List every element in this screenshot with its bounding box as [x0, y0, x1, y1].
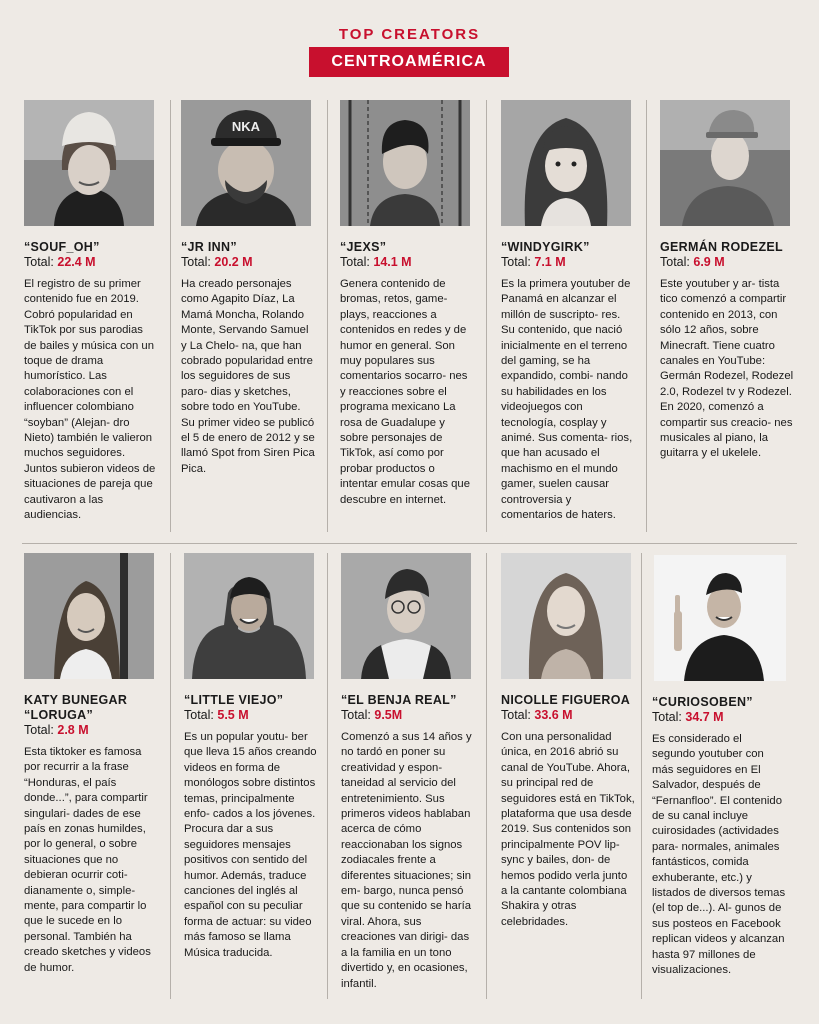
photo-el-benja-real	[341, 553, 471, 679]
total-label: Total:	[501, 708, 531, 722]
creator-bio: Es la primera youtuber de Panamá en alcanzar el millón de suscripto- res. Su contenido, que nació inicialmente en el terreno del gaming, se ha expandido, combi- nando su habilidades en los videojuegos con tecnología, cosplay y animé. Sus comenta- rios, que han acusado el machismo en el mundo gamer, suelen causar controversia y comentarios de haters.	[501, 278, 633, 522]
photo-katy-bunegar	[24, 553, 154, 679]
column-divider	[327, 100, 328, 532]
creator-bio: Este youtuber y ar- tista tico comenzó a compartir contenido en 2013, con sólo 12 años, sobre Minecraft. Tiene cuatro canales en YouTube: Germán Rodezel, Rodezel 2.0, Rodezel tv y Rodezel. En 2020, comenzó a compartir sus creacio- nes musicales al piano, la guitarra y el ukelele.	[660, 278, 794, 460]
creator-card	[341, 553, 475, 992]
total-value: 9.5M	[374, 708, 403, 722]
total-label: Total:	[24, 255, 54, 269]
creator-total	[181, 255, 315, 270]
creator-name: GERMÁN RODEZEL	[660, 240, 783, 254]
total-value: 14.1 M	[373, 255, 412, 269]
creator-total	[24, 723, 158, 738]
section-kicker: TOP CREATORS	[338, 26, 481, 43]
total-value: 2.8 M	[57, 723, 89, 737]
creator-bio: Con una personalidad única, en 2016 abrió su canal de YouTube. Ahora, su principal red de seguidores está en TikTok, plataforma que usa desde 2019. Sus contenidos son principalmente POV lip-sync y bailes, don- de hemos podido verla junto a la cantante colombiana Shakira y otras celebridades.	[501, 731, 635, 928]
creator-bio: El registro de su primer contenido fue en 2019. Cobró popularidad en TikTok por sus parodias de bailes y música con un toque de drama humorístico. Las colaboraciones con el influencer colombiano “soyban” (Alejan- dro Nieto) también le valieron muchos seguidores. Juntos subieron videos de situaciones de pareja que cautivaron a las audiencias.	[24, 278, 156, 522]
creator-bio: Ha creado personajes como Agapito Díaz, La Mamá Moncha, Rolando Monte, Servando Samuel y La Chelo- na, que han cobrado popularidad entre los seguidores de sus paro- dias y sketches, sobre todo en YouTube. Su primer video se publicó el 5 de enero de 2012 y se llamó Spot from Siren Pica Pica.	[181, 278, 315, 475]
total-value: 20.2 M	[214, 255, 253, 269]
creator-name: “WINDYGIRK”	[501, 240, 590, 254]
column-divider	[327, 553, 328, 999]
creator-bio: Genera contenido de bromas, retos, game- plays, reacciones a contenidos en redes y de humor en general. Son muy populares sus comentarios socarro- nes y reacciones sobre el programa mexicano La rosa de Guadalupe y sobre personajes de TikTok, así como por probar productos o intentar emular cosas que descubre en internet.	[340, 278, 470, 506]
column-divider	[641, 553, 642, 999]
column-divider	[170, 100, 171, 532]
creator-name: NICOLLE FIGUEROA	[501, 693, 631, 707]
photo-jexs	[340, 100, 470, 226]
total-label: Total:	[340, 255, 370, 269]
creator-total	[501, 708, 635, 723]
cap-text: NKA	[231, 119, 261, 134]
column-divider	[486, 553, 487, 999]
creator-bio: Comenzó a sus 14 años y no tardó en poner su creatividad y espon- taneidad al servicio del entretenimiento. Sus primeros videos hablaban acerca de cómo reaccionaban los signos zodiacales frente a diferentes situaciones; sin em- bargo, nunca pensó que su contenido se haría viral. Ahora, sus creaciones van dirigi- das a la familia en un tono divertido y, en ocasiones, infantil.	[341, 731, 472, 990]
creator-total	[184, 708, 318, 723]
creator-total	[341, 708, 475, 723]
total-label: Total:	[181, 255, 211, 269]
total-label: Total:	[184, 708, 214, 722]
photo-jr-inn	[181, 100, 311, 226]
creator-total	[660, 255, 794, 270]
column-divider	[170, 553, 171, 999]
creator-name: “JR INN”	[181, 240, 237, 254]
creator-card	[24, 553, 158, 976]
photo-curiosoben	[654, 555, 786, 681]
photo-nicolle-figueroa	[501, 553, 631, 679]
creator-total	[24, 255, 158, 270]
creator-card	[340, 100, 474, 508]
total-label: Total:	[660, 255, 690, 269]
creator-name: “CURIOSOBEN”	[652, 695, 753, 709]
photo-souf-oh	[24, 100, 154, 226]
column-divider	[646, 100, 647, 532]
creator-name: “EL BENJA REAL”	[341, 693, 457, 707]
total-label: Total:	[24, 723, 54, 737]
creator-card	[652, 553, 786, 979]
creator-bio: Esta tiktoker es famosa por recurrir a la frase “Honduras, el país donde...”, para compartir singulari- dades de ese país en zonas humildes, por lo general, o sobre situaciones que no debieran ocurrir coti- dianamente o, simple- mente, para compartir lo que le sucede en lo personal. También ha creado sketches y videos de humor.	[24, 746, 151, 974]
total-value: 7.1 M	[534, 255, 566, 269]
total-label: Total:	[341, 708, 371, 722]
row-divider	[22, 543, 797, 544]
creator-name: “JEXS”	[340, 240, 387, 254]
total-value: 33.6 M	[534, 708, 573, 722]
creator-card	[501, 100, 635, 524]
total-value: 6.9 M	[693, 255, 725, 269]
photo-windygirk	[501, 100, 631, 226]
section-title-banner: CENTROAMÉRICA	[309, 47, 509, 77]
total-label: Total:	[501, 255, 531, 269]
creator-total	[652, 710, 786, 725]
creator-card	[501, 553, 635, 930]
total-label: Total:	[652, 710, 682, 724]
photo-little-viejo	[184, 553, 314, 679]
photo-german-rodezel	[660, 100, 790, 226]
creator-card	[181, 100, 315, 477]
creator-total	[501, 255, 635, 270]
total-value: 5.5 M	[217, 708, 249, 722]
total-value: 34.7 M	[685, 710, 724, 724]
column-divider	[486, 100, 487, 532]
creator-card	[24, 100, 158, 524]
creator-name: KATY BUNEGAR “LORUGA”	[24, 693, 128, 722]
total-value: 22.4 M	[57, 255, 96, 269]
creator-bio: Es un popular youtu- ber que lleva 15 años creando videos en forma de monólogos sobre distintos temas, principalmente enfo- cados a los jóvenes. Procura dar a sus seguidores mensajes positivos con sentido del humor. Además, traduce canciones del inglés al español con su peculiar forma de actuar: su video más famoso se llama Música traducida.	[184, 731, 317, 959]
creator-bio: Es considerado el segundo youtuber con más seguidores en El Salvador, después de “Fernanfloo”. El contenido de su canal incluye cuirosidades (actividades para- normales, animales fantásticos, comida exhuberante, etc.) y listados de diversos temas (el top de...). Al- gunos de sus posteos en Facebook replican videos y alcanzan hasta 97 millones de visualizaciones.	[652, 733, 786, 977]
creator-total	[340, 255, 474, 270]
creator-name: “SOUF_OH”	[24, 240, 100, 254]
creator-name: “LITTLE VIEJO”	[184, 693, 284, 707]
creator-card	[184, 553, 318, 961]
creator-card	[660, 100, 794, 462]
